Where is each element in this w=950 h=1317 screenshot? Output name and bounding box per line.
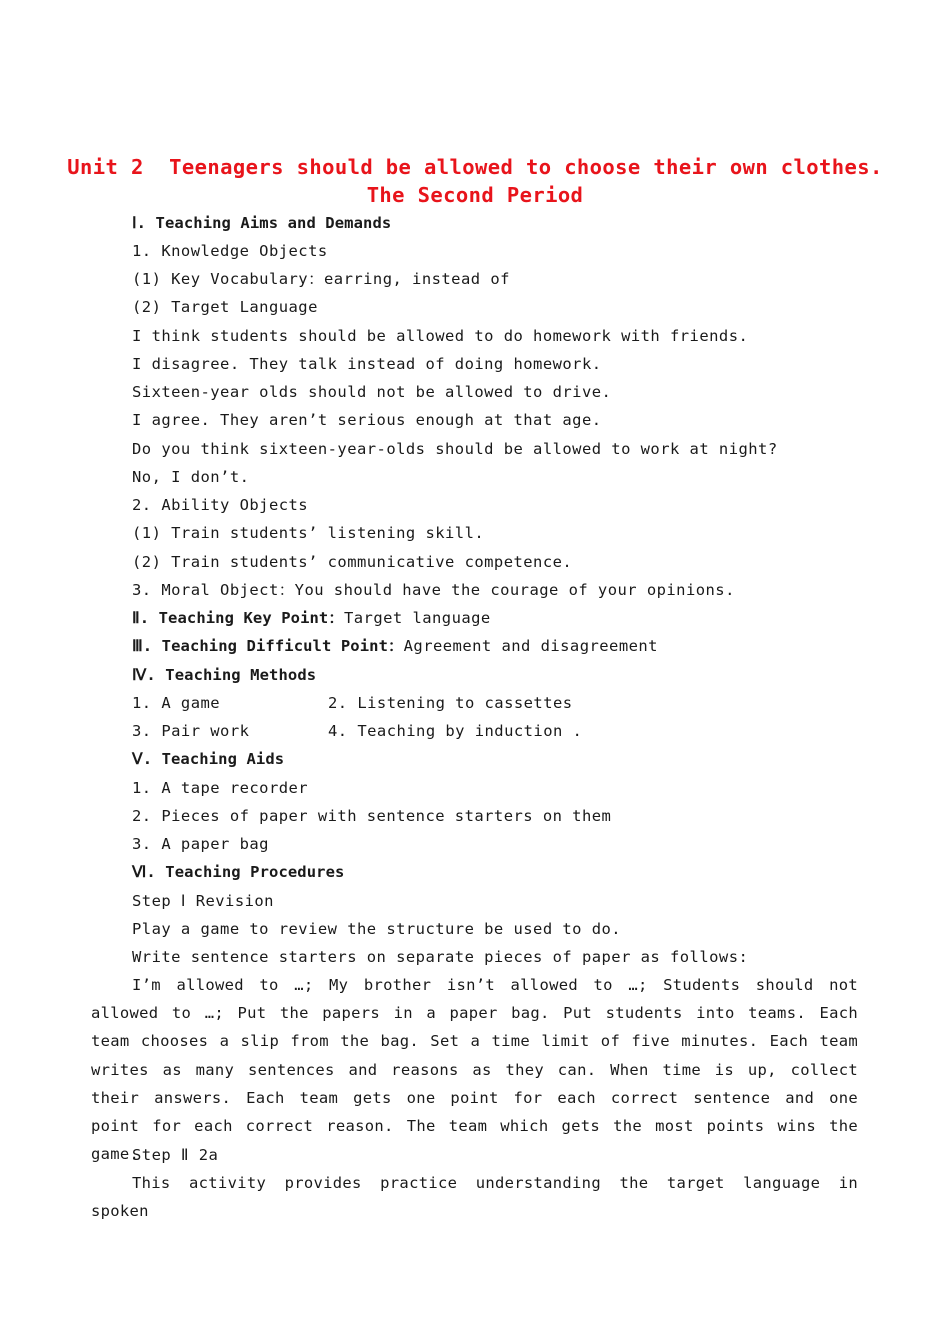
target-sentence: I agree. They aren’t serious enough at that age. bbox=[132, 411, 602, 429]
key-point-text: Target language bbox=[343, 609, 491, 627]
moral-object-line: 3. Moral Object：You should have the courage of your opinions. bbox=[132, 581, 735, 599]
target-sentence: I think students should be allowed to do homework with friends. bbox=[132, 327, 749, 345]
key-vocabulary-line: (1) Key Vocabulary：earring, instead of bbox=[132, 270, 510, 288]
target-language-label: (2) Target Language bbox=[132, 298, 318, 316]
section-heading-aims: Ⅰ. Teaching Aims and Demands bbox=[132, 214, 392, 232]
ability-item: (1) Train students’ listening skill. bbox=[132, 524, 485, 542]
target-sentence: I disagree. They talk instead of doing homework. bbox=[132, 355, 602, 373]
step-text: Play a game to review the structure be used to do. bbox=[132, 920, 622, 938]
difficult-point-text: Agreement and disagreement bbox=[403, 637, 658, 655]
section-heading-key-point: Ⅱ. Teaching Key Point： bbox=[132, 609, 344, 627]
knowledge-objects-label: 1. Knowledge Objects bbox=[132, 242, 328, 260]
step-paragraph: This activity provides practice understanding the target language in spoken bbox=[91, 1174, 858, 1221]
aid-item: 3. A paper bag bbox=[132, 835, 269, 853]
aid-item: 1. A tape recorder bbox=[132, 779, 309, 797]
document-subtitle: The Second Period bbox=[366, 183, 584, 207]
section-heading-methods: Ⅳ. Teaching Methods bbox=[132, 666, 317, 684]
step-title: Step Ⅱ 2a bbox=[132, 1146, 219, 1164]
step-title: Step Ⅰ Revision bbox=[132, 892, 274, 910]
method-item: 1. A game bbox=[132, 694, 221, 712]
section-heading-procedures: Ⅵ. Teaching Procedures bbox=[132, 863, 345, 881]
ability-objects-label: 2. Ability Objects bbox=[132, 496, 309, 514]
key-point-line bbox=[132, 604, 491, 632]
target-sentence: No, I don’t. bbox=[132, 468, 250, 486]
method-item: 3. Pair work bbox=[132, 722, 250, 740]
section-heading-aids: Ⅴ. Teaching Aids bbox=[132, 750, 285, 768]
difficult-point-line bbox=[132, 632, 658, 660]
aid-item: 2. Pieces of paper with sentence starters on them bbox=[132, 807, 612, 825]
method-item: 4. Teaching by induction . bbox=[328, 722, 583, 740]
section-heading-difficult-point: Ⅲ. Teaching Difficult Point： bbox=[132, 637, 404, 655]
method-item: 2. Listening to cassettes bbox=[328, 694, 573, 712]
step-text: Write sentence starters on separate pieces of paper as follows: bbox=[132, 948, 749, 966]
step-paragraph: I’m allowed to …; My brother isn’t allowed to …; Students should not allowed to …; Put the papers in a paper bag. Put students into teams. Each team chooses a slip from the bag. Set a time limit of five minutes. Each team writes as many sentences and reasons as they can. When time is up, collect their answers. Each team gets one point for each correct sentence and one point for each correct reason. The team which gets the most points wins the game. bbox=[91, 976, 858, 1164]
ability-item: (2) Train students’ communicative competence. bbox=[132, 553, 573, 571]
target-sentence: Do you think sixteen-year-olds should be allowed to work at night? bbox=[132, 440, 778, 458]
document-title: Unit 2 Teenagers should be allowed to choose their own clothes. bbox=[67, 155, 883, 179]
target-sentence: Sixteen-year olds should not be allowed to drive. bbox=[132, 383, 612, 401]
